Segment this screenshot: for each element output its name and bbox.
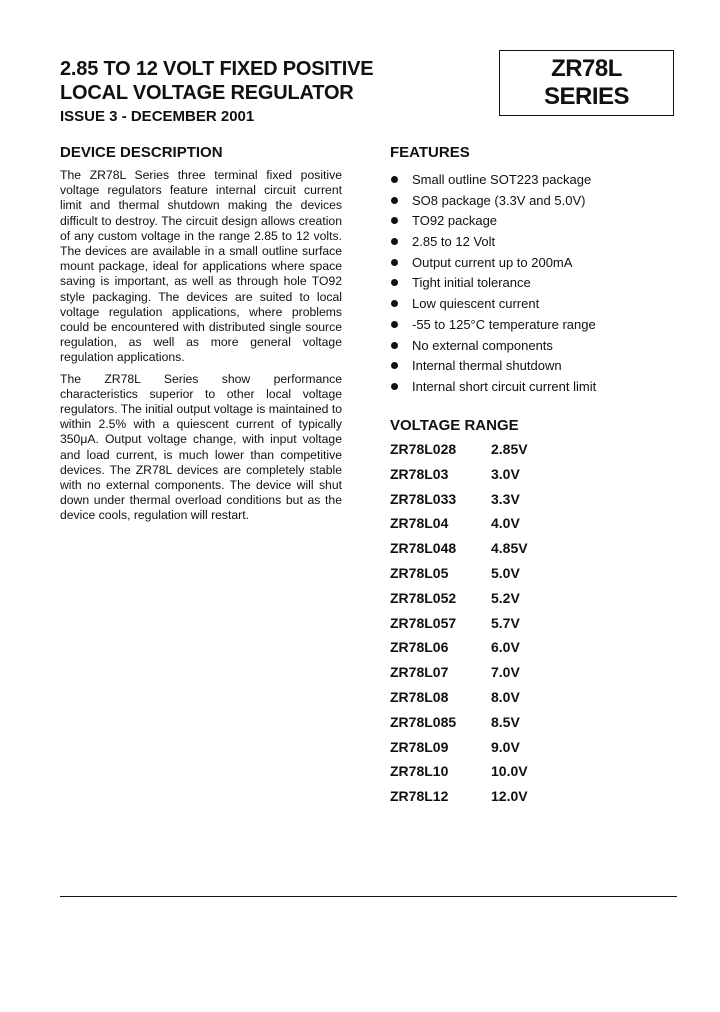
- table-row: [390, 714, 528, 739]
- table-row: [390, 491, 528, 516]
- bullet-icon: [391, 238, 398, 245]
- output-voltage: 9.0V: [491, 738, 520, 755]
- feature-item: [390, 316, 690, 337]
- feature-item: [390, 337, 690, 358]
- output-voltage: 12.0V: [491, 788, 528, 805]
- feature-item: [390, 274, 690, 295]
- feature-item: [390, 378, 690, 399]
- part-number: ZR78L12: [390, 788, 449, 805]
- part-number: ZR78L10: [390, 763, 449, 780]
- title-line-1: 2.85 TO 12 VOLT FIXED POSITIVE: [60, 58, 374, 80]
- voltage-range-heading: VOLTAGE RANGE: [390, 417, 519, 434]
- feature-text: Tight initial tolerance: [412, 275, 531, 291]
- features-heading: FEATURES: [390, 144, 470, 161]
- series-box: [499, 50, 674, 116]
- table-row: [390, 664, 528, 689]
- bullet-icon: [391, 176, 398, 183]
- part-number: ZR78L05: [390, 564, 449, 581]
- table-row: [390, 739, 528, 764]
- series-name: ZR78L: [551, 55, 622, 82]
- feature-item: [390, 192, 690, 213]
- feature-text: 2.85 to 12 Volt: [412, 234, 496, 250]
- description-paragraph-2: The ZR78L Series show performance characteristics superior to other local voltage regulators. The initial output voltage is maintained to within 2.5% with a quiescent current of typically 350μA. Output voltage change, with input voltage and load current, is much lower than competitive devices. The ZR78L devices are completely stable with no external components. The device will shut down under thermal overload conditions but as the device cools, regulation will restart.: [60, 371, 342, 523]
- table-row: [390, 689, 528, 714]
- feature-item: [390, 295, 690, 316]
- table-row: [390, 540, 528, 565]
- part-number: ZR78L033: [390, 490, 457, 507]
- output-voltage: 4.0V: [491, 515, 520, 532]
- output-voltage: 10.0V: [491, 763, 528, 780]
- output-voltage: 4.85V: [491, 540, 528, 557]
- table-row: [390, 788, 528, 813]
- title-line-2: LOCAL VOLTAGE REGULATOR: [60, 82, 354, 104]
- part-number: ZR78L06: [390, 639, 449, 656]
- output-voltage: 5.7V: [491, 614, 520, 631]
- feature-item: [390, 171, 690, 192]
- output-voltage: 5.0V: [491, 564, 520, 581]
- document-title: [60, 57, 480, 105]
- feature-text: Low quiescent current: [412, 296, 540, 312]
- feature-item: [390, 212, 690, 233]
- part-number: ZR78L052: [390, 589, 457, 606]
- output-voltage: 8.5V: [491, 713, 520, 730]
- bullet-icon: [391, 259, 398, 266]
- feature-item: [390, 254, 690, 275]
- issue-date: ISSUE 3 - DECEMBER 2001: [60, 108, 255, 125]
- footer-rule: [60, 896, 677, 897]
- table-row: [390, 763, 528, 788]
- output-voltage: 3.0V: [491, 465, 520, 482]
- bullet-icon: [391, 217, 398, 224]
- part-number: ZR78L028: [390, 441, 457, 457]
- part-number: ZR78L048: [390, 540, 457, 557]
- table-row: [390, 515, 528, 540]
- part-number: ZR78L08: [390, 688, 449, 705]
- features-list: [390, 171, 690, 399]
- part-number: ZR78L057: [390, 614, 457, 631]
- table-row: [390, 615, 528, 640]
- table-row: [390, 639, 528, 664]
- feature-text: TO92 package: [412, 213, 498, 229]
- bullet-icon: [391, 383, 398, 390]
- bullet-icon: [391, 300, 398, 307]
- part-number: ZR78L09: [390, 738, 449, 755]
- feature-text: Internal short circuit current limit: [412, 378, 597, 394]
- feature-text: -55 to 125°C temperature range: [412, 316, 596, 332]
- feature-text: Output current up to 200mA: [412, 254, 573, 270]
- feature-text: SO8 package (3.3V and 5.0V): [412, 192, 586, 208]
- part-number: ZR78L085: [390, 713, 457, 730]
- feature-item: [390, 357, 690, 378]
- table-row: [390, 565, 528, 590]
- output-voltage: 7.0V: [491, 664, 520, 681]
- feature-text: Small outline SOT223 package: [412, 172, 592, 187]
- table-row: [390, 441, 528, 466]
- feature-text: Internal thermal shutdown: [412, 358, 562, 374]
- output-voltage: 3.3V: [491, 490, 520, 507]
- part-number: ZR78L07: [390, 664, 449, 681]
- description-paragraph-1: The ZR78L Series three terminal fixed positive voltage regulators feature internal circuit current limit and thermal shutdown making the devices difficult to destroy. The circuit design allows creation of any custom voltage in the range 2.85 to 12 volts. The devices are available in a small outline surface mount package, ideal for applications where space saving is important, as well as through hole TO92 style packaging. The devices are suited to local voltage regulation applications, where problems could be encountered with distributed single source regulation, as well as more general voltage regulation applications.: [60, 168, 342, 365]
- feature-text: No external components: [412, 337, 553, 353]
- output-voltage: 5.2V: [491, 589, 520, 606]
- output-voltage: 8.0V: [491, 688, 520, 705]
- voltage-range-table: [390, 441, 528, 813]
- part-number: ZR78L04: [390, 515, 449, 532]
- part-number: ZR78L03: [390, 465, 449, 482]
- bullet-icon: [391, 321, 398, 328]
- description-heading: DEVICE DESCRIPTION: [60, 144, 223, 161]
- bullet-icon: [391, 362, 398, 369]
- bullet-icon: [391, 279, 398, 286]
- table-row: [390, 466, 528, 491]
- output-voltage: 2.85V: [491, 441, 528, 457]
- description-body: [60, 168, 342, 530]
- feature-item: [390, 233, 690, 254]
- table-row: [390, 590, 528, 615]
- series-label: SERIES: [543, 83, 630, 110]
- bullet-icon: [391, 342, 398, 349]
- bullet-icon: [391, 197, 398, 204]
- output-voltage: 6.0V: [491, 639, 520, 656]
